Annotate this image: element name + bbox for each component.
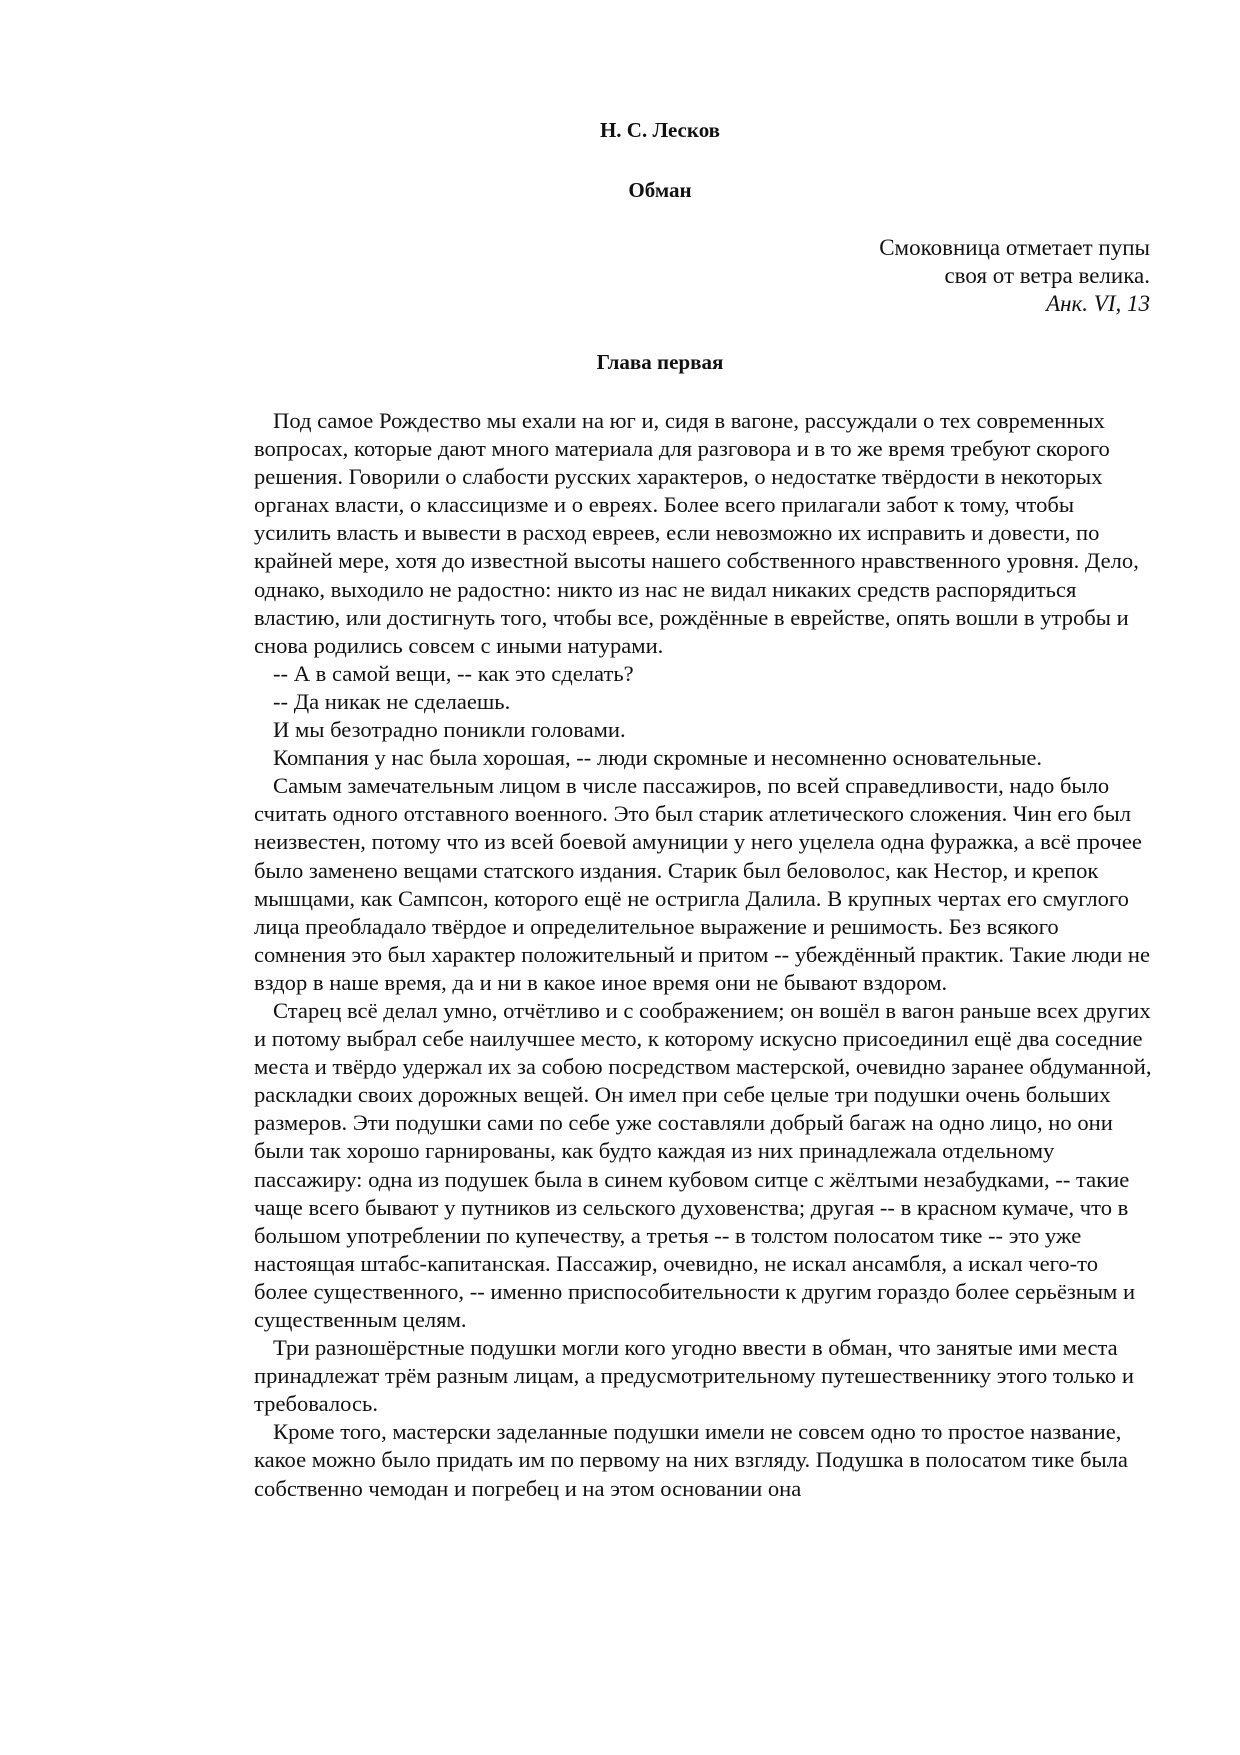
epigraph	[730, 234, 1150, 318]
paragraph: И мы безотрадно поникли головами.	[273, 717, 626, 743]
chapter-title: Глава первая	[596, 350, 724, 374]
paragraph: Старец всё делал умно, отчётливо и с соображением; он вошёл в вагон раньше всех других и потому выбрал себе наилучшее место, к которому искусно присоединил ещё два соседние места и твёрдо удержал их за собою посредством мастерской, очевидно заранее обдуманной, раскладки своих дорожных вещей. Он имел при себе целые три подушки очень больших размеров. Эти подушки сами по себе уже составляли добрый багаж на одно лицо, но они были так хорошо гарнированы, как будто каждая из них принадлежала отдельному пассажиру: одна из подушек была в синем кубовом ситце с жёлтыми незабудками, -- такие чаще всего бывают у путников из сельского духовенства; другая -- в красном кумаче, что в большом употреблении по купечеству, а третья -- в толстом полосатом тике -- это уже настоящая штабс-капитанская. Пассажир, очевидно, не искал ансамбля, а искал чего-то более существенного, -- именно приспособительности к другим гораздо более серьёзным и существенным целям.	[254, 997, 1152, 1332]
paragraph: -- А в самой вещи, -- как это сделать?	[273, 660, 634, 686]
epigraph-line: Смоковница отметает пупы	[879, 235, 1150, 260]
paragraph: Под самое Рождество мы ехали на юг и, сидя в вагоне, рассуждали о тех современных вопросах, которые дают много материала для разговора и в то же время требуют скорого решения. Говорили о слабости русских характеров, о недостатке твёрдости в некоторых органах власти, о классицизме и о евреях. Более всего прилагали забот к тому, чтобы усилить власть и вывести в расход евреев, если невозможно их исправить и довести, по крайней мере, хотя до известной высоты нашего собственного нравственного уровня. Дело, однако, выходило не радостно: никто из нас не видал никаких средств распорядиться властию, или достигнуть того, чтобы все, рождённые в еврействе, опять вошли в утробы и снова родились совсем с иными натурами.	[254, 408, 1139, 658]
paragraph: Кроме того, мастерски заделанные подушки имели не совсем одно то простое название, какое можно было придать им по первому на них взгляду. Подушка в полосатом тике была собственно чемодан и погребец и на этом основании она	[254, 1419, 1128, 1501]
epigraph-source: Анк. VI, 13	[1046, 291, 1150, 316]
paragraph: Компания у нас была хорошая, -- люди скромные и несомненно основательные.	[273, 745, 1042, 771]
paragraph: Три разношёрстные подушки могли кого угодно ввести в обман, что занятые ими места принадлежат трём разным лицам, а предусмотрительному путешественнику этого только и требовалось.	[254, 1335, 1134, 1417]
paragraph: Самым замечательным лицом в числе пассажиров, по всей справедливости, надо было считать одного отставного военного. Это был старик атлетического сложения. Чин его был неизвестен, потому что из всей боевой амуниции у него уцелела одна фуражка, а всё прочее было заменено вещами статского издания. Старик был беловолос, как Нестор, и крепок мышцами, как Сампсон, которого ещё не остригла Далила. В крупных чертах его смуглого лица преобладало твёрдое и определительное выражение и решимость. Без всякого сомнения это был характер положительный и притом -- убеждённый практик. Такие люди не вздор в наше время, да и ни в какое иное время они не бывают вздором.	[254, 773, 1150, 995]
epigraph-line: своя от ветра велика.	[944, 263, 1150, 288]
story-title: Обман	[628, 178, 692, 202]
author-name: Н. С. Лесков	[599, 118, 721, 142]
body-text	[254, 407, 1154, 1503]
paragraph: -- Да никак не сделаешь.	[273, 688, 511, 714]
